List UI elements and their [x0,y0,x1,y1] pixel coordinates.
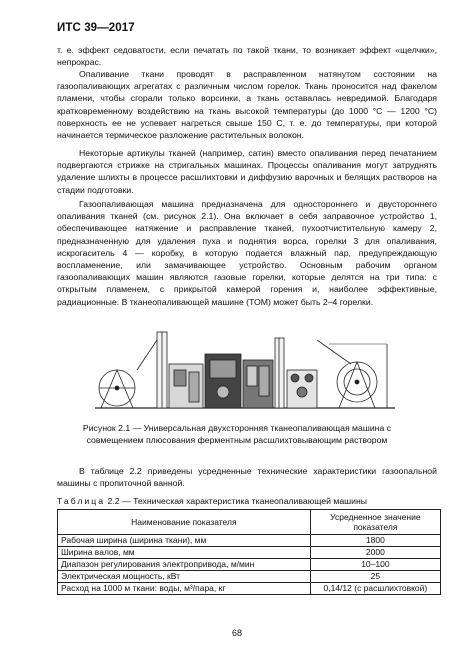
paragraph-text: Опаливание ткани проводят в расправленном натянутом состоянии на газоопаливающих агрегатах с различным числом горелок. Ткань проносится над факелом пламени, чтобы сгорали только ворсинки, а ткань оставалась невредимой. Благодаря кратковременному воздействию на ткань высокой температуры (до 1000 °C — 1200 °C) поверхность ее не успевает нагреться свыше 150 С, т. е. до температуры, при которой начинается термическое разложение растительных волокон. [57,69,437,141]
table-row [58,559,441,571]
paragraph-text: Газоопаливающая машина предназначена для одностороннего и двустороннего опаливания тканей (см. рисунок 2.1). Она включает в себя заправочное устройство 1, обеспечивающее натяжение и расправление тканей, пухоотчистительную камеру 2, предназначенную для удаления пуха и поднятия ворса, горелки 3 для опаливания, искрогаситель 4 — коробку, в которую подается влажный пар, предупреждающую воспламенение, или замачивающее устройство. Основным рабочим органом газоопаливающих машин являются газовые горелки, которые делятся на три типа: с открытым пламенем, с прикрытой камерой горения и, наиболее эффективные, радиационные. В тканеопаливающей машине (ТОМ) может быть 2–4 горелки. [57,199,437,307]
table-row [58,571,441,583]
table-cell-parameter: Ширина валов, мм [58,547,311,559]
paragraph-shearing [57,147,437,196]
table-header-row [58,510,441,535]
table-row [58,583,441,595]
table-cell-parameter: Диапазон регулирования электропривода, м/мин [58,559,311,571]
paragraph-text: т. е. эффект седоватости, если печатать по такой ткани, то возникает эффект «щелчки», непрокрас. [57,45,437,68]
column-header-parameter: Наименование показателя [58,510,311,535]
figure-caption: Рисунок 2.1 — Универсальная двухсторонняя тканеопаливающая машина с совмещением плюсования ферментным расшлихтовывающим раствором [82,423,392,445]
table-row [58,535,441,547]
table-cell-value: 1800 [310,535,440,547]
singeing-machine-figure [95,330,395,416]
table-cell-value: 2000 [310,547,440,559]
column-header-value: Усредненное значение показателя [310,510,440,535]
table-cell-parameter: Электрическая мощность, кВт [58,571,311,583]
paragraph-continuation [57,44,437,68]
table-cell-value: 25 [310,571,440,583]
table-cell-parameter: Рабочая ширина (ширина ткани), мм [58,535,311,547]
page-number: 68 [231,628,242,638]
table-title-text: 2.2 — Техническая характеристика тканеопаливающей машины [107,496,368,506]
table-title-label: Таблица [57,496,106,506]
paragraph-text: В таблице 2.2 приведены усредненные технические характеристики газоопальной машины с пропиточной ванной. [57,466,437,489]
technical-characteristics-table [57,509,441,595]
table-title [57,495,367,507]
table-cell-value: 10–100 [310,559,440,571]
paragraph-table-intro [57,465,437,489]
paragraph-machine-description [57,198,437,308]
table-cell-parameter: Расход на 1000 м ткани: воды, м³/пара, кг [58,583,311,595]
document-code-header: ИТС 39—2017 [57,22,135,34]
table-row [58,547,441,559]
paragraph-singeing-process [57,68,437,141]
table-cell-value: 0,14/12 (с расшлихтовкой) [310,583,440,595]
paragraph-text: Некоторые артикулы тканей (например, сатин) вместо опаливания перед печатанием подвергаются стрижке на стригальных машинах. Процессы опаливания могут затруднять удаление шлихты в процессе расшлихтовки и диффузию варочных и белящих растворов на стадии подготовки. [57,148,437,195]
